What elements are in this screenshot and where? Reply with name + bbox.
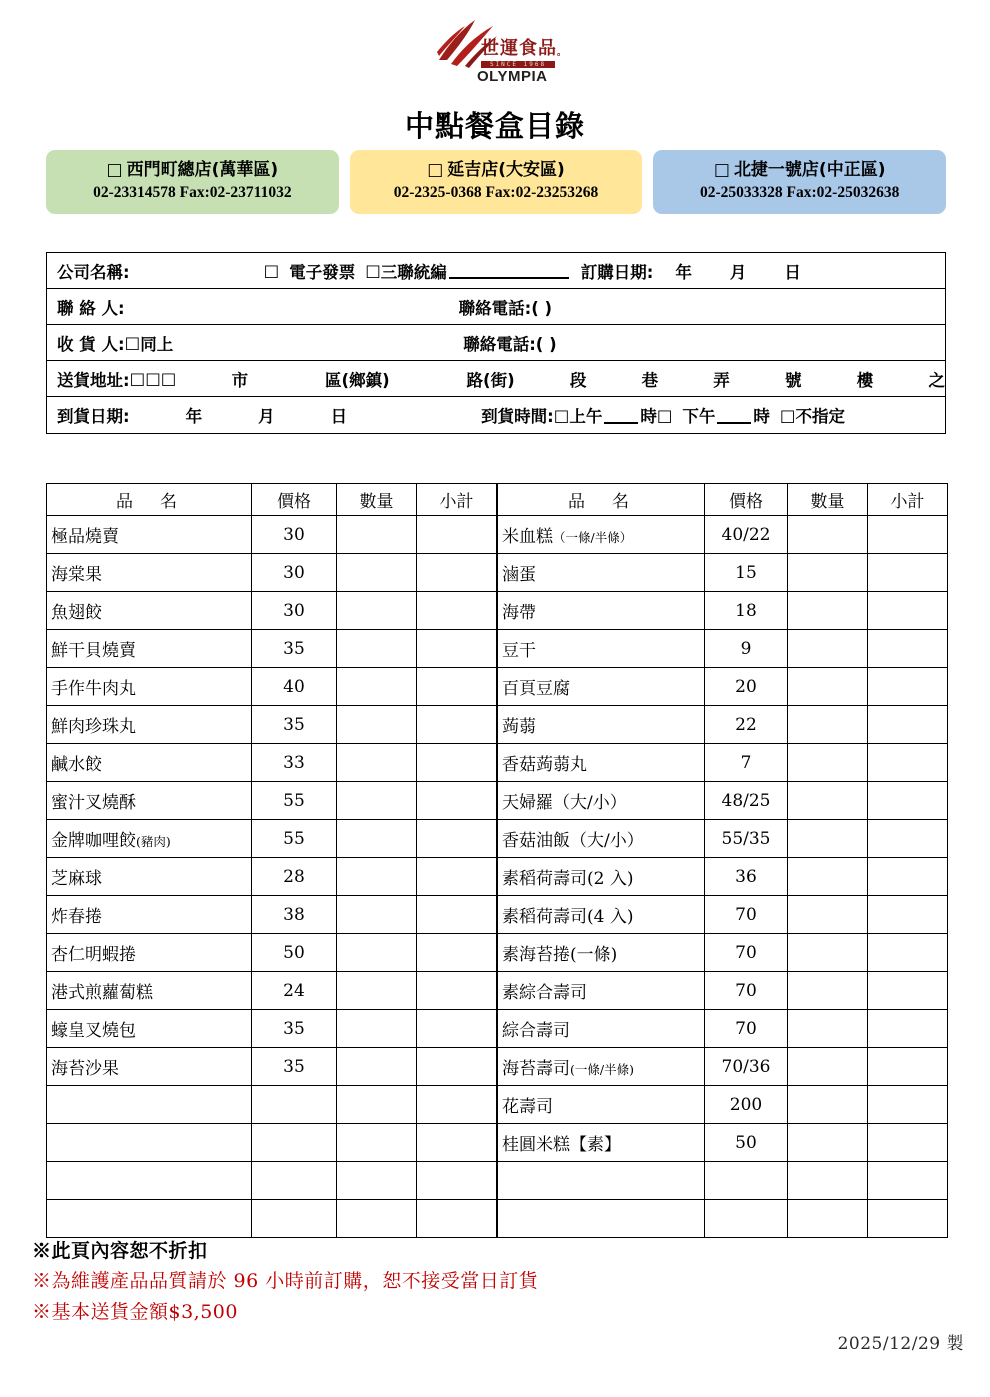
am-hour-unit: 時 — [640, 407, 657, 426]
cell-quantity-input[interactable] — [337, 516, 417, 554]
cell-subtotal-input[interactable] — [868, 554, 948, 592]
table-row — [47, 1010, 497, 1048]
cell-price: 22 — [705, 706, 788, 744]
unspecified-label: 不指定 — [795, 407, 845, 426]
order-date-day[interactable]: 日 — [784, 262, 801, 282]
cell-subtotal-input[interactable] — [417, 896, 497, 934]
contact-phone-label[interactable]: 聯絡電話:( ) — [458, 298, 553, 318]
address-section[interactable]: 段 — [569, 370, 587, 390]
cell-item-name: 鮮肉珍珠丸 — [47, 706, 252, 744]
table-header-row — [498, 484, 948, 516]
cell-item-name: 海棠果 — [47, 554, 252, 592]
product-table-right — [497, 483, 948, 1238]
table-header-row — [47, 484, 497, 516]
cell-quantity-input[interactable] — [337, 1086, 417, 1124]
cell-price: 30 — [252, 592, 337, 630]
table-row — [498, 630, 948, 668]
cell-subtotal-input[interactable] — [868, 972, 948, 1010]
cell-quantity-input[interactable] — [337, 858, 417, 896]
table-row — [498, 1124, 948, 1162]
cell-subtotal-input[interactable] — [868, 630, 948, 668]
cell-item-name: 芝麻球 — [47, 858, 252, 896]
cell-quantity-input[interactable] — [788, 1200, 868, 1238]
cell-item-name: 鮮干貝燒賣 — [47, 630, 252, 668]
delivery-address-label: 送貨地址: — [57, 370, 130, 390]
address-city[interactable]: 市 — [231, 370, 249, 390]
cell-subtotal-input[interactable] — [868, 1200, 948, 1238]
address-district[interactable]: 區(鄉鎮) — [325, 370, 390, 390]
cell-item-name: 海帶 — [498, 592, 705, 630]
cell-item-name: 炸春捲 — [47, 896, 252, 934]
cell-subtotal-input[interactable] — [868, 1162, 948, 1200]
cell-quantity-input[interactable] — [788, 820, 868, 858]
cell-item-name: 素稻荷壽司(4 入) — [498, 896, 705, 934]
logo-chinese-name: 世運食品。 — [481, 38, 568, 59]
cell-item-name: 綜合壽司 — [498, 1010, 705, 1048]
cell-price: 35 — [252, 1010, 337, 1048]
table-row — [498, 1162, 948, 1200]
receiver-same-checkbox[interactable]: □ — [124, 333, 141, 352]
table-row — [498, 858, 948, 896]
header-subtotal: 小計 — [417, 484, 497, 516]
receiver-same-label: 同上 — [140, 334, 174, 354]
order-date-month[interactable]: 月 — [729, 262, 747, 282]
table-row — [47, 782, 497, 820]
cell-price: 55 — [252, 820, 337, 858]
cell-quantity-input[interactable] — [788, 1010, 868, 1048]
cell-subtotal-input[interactable] — [868, 1124, 948, 1162]
cell-price — [252, 1200, 337, 1238]
cell-item-name-sub: (豬肉) — [136, 834, 171, 849]
product-table-left — [46, 483, 497, 1238]
cell-price: 70 — [705, 1010, 788, 1048]
header-item-name: 品 名 — [498, 484, 705, 516]
logo-since-text: SINCE 1968 — [481, 61, 555, 68]
header-qty: 數量 — [788, 484, 868, 516]
cell-price — [705, 1200, 788, 1238]
cell-price: 40 — [252, 668, 337, 706]
cell-item-name: 手作牛肉丸 — [47, 668, 252, 706]
cell-price: 18 — [705, 592, 788, 630]
am-hour-field[interactable] — [604, 407, 638, 424]
address-number[interactable]: 號 — [785, 370, 802, 390]
cell-quantity-input[interactable] — [337, 1162, 417, 1200]
cell-price — [252, 1086, 337, 1124]
cell-item-name — [498, 1162, 705, 1200]
cell-quantity-input[interactable] — [337, 592, 417, 630]
cell-item-name: 花壽司 — [498, 1086, 705, 1124]
cell-quantity-input[interactable] — [788, 1048, 868, 1086]
order-date-year[interactable]: 年 — [675, 262, 692, 282]
cell-price: 35 — [252, 630, 337, 668]
cell-quantity-input[interactable] — [337, 554, 417, 592]
cell-item-name: 滷蛋 — [498, 554, 705, 592]
cell-price: 36 — [705, 858, 788, 896]
contact-person-label: 聯 絡 人: — [57, 298, 125, 318]
cell-item-name: 桂圓米糕【素】 — [498, 1124, 705, 1162]
cell-subtotal-input[interactable] — [868, 896, 948, 934]
cell-price: 55/35 — [705, 820, 788, 858]
table-row — [498, 706, 948, 744]
cell-item-name: 天婦羅（大/小） — [498, 782, 705, 820]
header-price: 價格 — [252, 484, 337, 516]
order-date-label: 訂購日期: — [580, 262, 654, 282]
einvoice-label: 電子發票 — [289, 262, 356, 282]
cell-price: 28 — [252, 858, 337, 896]
table-row — [498, 668, 948, 706]
store-checkbox-icon[interactable]: □ — [106, 160, 123, 181]
store-option-ximending[interactable] — [46, 150, 339, 214]
header-qty: 數量 — [337, 484, 417, 516]
cell-subtotal-input[interactable] — [417, 858, 497, 896]
table-row — [47, 1086, 497, 1124]
einvoice-checkbox[interactable]: □ — [263, 261, 280, 280]
cell-subtotal-input[interactable] — [868, 934, 948, 972]
cell-price: 38 — [252, 896, 337, 934]
logo-box — [433, 14, 568, 88]
cell-quantity-input[interactable] — [788, 668, 868, 706]
cell-price: 7 — [705, 744, 788, 782]
cell-item-name: 海苔沙果 — [47, 1048, 252, 1086]
cell-subtotal-input[interactable] — [868, 782, 948, 820]
cell-quantity-input[interactable] — [788, 592, 868, 630]
cell-item-name: 蠔皇叉燒包 — [47, 1010, 252, 1048]
cell-price: 33 — [252, 744, 337, 782]
table-row — [498, 1048, 948, 1086]
cell-subtotal-input[interactable] — [868, 706, 948, 744]
cell-subtotal-input[interactable] — [417, 706, 497, 744]
cell-item-name: 鹹水餃 — [47, 744, 252, 782]
company-name-label: 公司名稱: — [57, 262, 130, 282]
table-row — [47, 706, 497, 744]
triplicate-number-field[interactable] — [449, 262, 569, 279]
cell-price: 55 — [252, 782, 337, 820]
address-road[interactable]: 路(街) — [466, 370, 515, 390]
cell-item-name: 米血糕（一條/半條） — [498, 516, 705, 554]
table-row — [498, 1200, 948, 1238]
store-checkbox-icon[interactable]: □ — [713, 160, 730, 181]
cell-item-name-sub: (一條/半條) — [570, 1062, 634, 1077]
cell-item-name — [47, 1086, 252, 1124]
form-row-contact — [47, 289, 945, 325]
cell-item-name: 百頁豆腐 — [498, 668, 705, 706]
cell-price: 15 — [705, 554, 788, 592]
unspecified-checkbox[interactable]: □ — [779, 405, 796, 425]
store-contact-beijie: 02-25033328 Fax:02-25032638 — [700, 183, 900, 201]
cell-price — [252, 1124, 337, 1162]
cell-quantity-input[interactable] — [788, 1086, 868, 1124]
page-title: 中點餐盒目錄 — [404, 109, 585, 143]
cell-subtotal-input[interactable] — [868, 820, 948, 858]
receiver-phone-label[interactable]: 聯絡電話:( ) — [463, 334, 557, 354]
header-subtotal: 小計 — [868, 484, 948, 516]
cell-quantity-input[interactable] — [337, 1048, 417, 1086]
cell-subtotal-input[interactable] — [417, 516, 497, 554]
cell-quantity-input[interactable] — [788, 706, 868, 744]
store-name-yanji: □ 延吉店(大安區) — [427, 160, 565, 181]
cell-quantity-input[interactable] — [788, 1162, 868, 1200]
cell-quantity-input[interactable] — [788, 934, 868, 972]
pm-label: 下午 — [682, 407, 716, 426]
cell-item-name: 港式煎蘿蔔糕 — [47, 972, 252, 1010]
cell-price: 70 — [705, 972, 788, 1010]
table-row — [498, 1010, 948, 1048]
cell-subtotal-input[interactable] — [417, 554, 497, 592]
cell-price: 48/25 — [705, 782, 788, 820]
cell-quantity-input[interactable] — [337, 934, 417, 972]
cell-item-name: 蒟蒻 — [498, 706, 705, 744]
cell-subtotal-input[interactable] — [417, 1086, 497, 1124]
table-row — [47, 934, 497, 972]
cell-quantity-input[interactable] — [788, 516, 868, 554]
cell-item-name: 金牌咖哩餃(豬肉) — [47, 820, 252, 858]
cell-price: 40/22 — [705, 516, 788, 554]
cell-price: 70 — [705, 934, 788, 972]
table-row — [498, 972, 948, 1010]
table-row — [47, 744, 497, 782]
cell-subtotal-input[interactable] — [868, 516, 948, 554]
cell-item-name — [47, 1124, 252, 1162]
cell-price: 20 — [705, 668, 788, 706]
address-lane[interactable]: 巷 — [641, 370, 659, 390]
table-row — [47, 820, 497, 858]
cell-quantity-input[interactable] — [788, 858, 868, 896]
cell-item-name — [498, 1200, 705, 1238]
cell-item-name: 極品燒賣 — [47, 516, 252, 554]
table-row — [498, 896, 948, 934]
table-row — [47, 858, 497, 896]
table-row — [498, 516, 948, 554]
cell-price: 35 — [252, 706, 337, 744]
form-row-address — [47, 361, 945, 397]
header-item-name: 品 名 — [47, 484, 252, 516]
cell-subtotal-input[interactable] — [417, 630, 497, 668]
cell-price: 35 — [252, 1048, 337, 1086]
table-row — [47, 668, 497, 706]
cell-price — [705, 1162, 788, 1200]
cell-subtotal-input[interactable] — [417, 1048, 497, 1086]
note-advance-order: ※為維護產品品質請於 96 小時前訂購，恕不接受當日訂貨 — [32, 1270, 539, 1293]
arrival-year[interactable]: 年 — [185, 407, 203, 426]
arrival-day[interactable]: 日 — [330, 407, 348, 426]
cell-subtotal-input[interactable] — [868, 592, 948, 630]
cell-price — [252, 1162, 337, 1200]
table-row — [498, 744, 948, 782]
store-name-ximending: □ 西門町總店(萬華區) — [106, 160, 279, 181]
cell-subtotal-input[interactable] — [868, 1010, 948, 1048]
cell-subtotal-input[interactable] — [868, 1048, 948, 1086]
cell-item-name — [47, 1162, 252, 1200]
cell-subtotal-input[interactable] — [417, 744, 497, 782]
cell-quantity-input[interactable] — [788, 1124, 868, 1162]
store-contact-ximending: 02-23314578 Fax:02-23711032 — [93, 183, 292, 201]
pm-hour-field[interactable] — [717, 407, 751, 424]
print-date-stamp: 2025/12/29 製 — [837, 1334, 964, 1354]
cell-price: 50 — [705, 1124, 788, 1162]
cell-quantity-input[interactable] — [337, 782, 417, 820]
cell-quantity-input[interactable] — [337, 1200, 417, 1238]
cell-quantity-input[interactable] — [337, 668, 417, 706]
cell-item-name: 素稻荷壽司(2 入) — [498, 858, 705, 896]
table-row — [498, 782, 948, 820]
table-row — [47, 592, 497, 630]
pm-hour-unit: 時 — [753, 407, 770, 426]
cell-quantity-input[interactable] — [788, 782, 868, 820]
cell-subtotal-input[interactable] — [417, 972, 497, 1010]
cell-subtotal-input[interactable] — [868, 858, 948, 896]
cell-subtotal-input[interactable] — [868, 744, 948, 782]
form-row-arrival — [47, 397, 945, 433]
am-label: 上午 — [569, 407, 603, 426]
cell-subtotal-input[interactable] — [868, 1086, 948, 1124]
cell-price: 70/36 — [705, 1048, 788, 1086]
cell-quantity-input[interactable] — [337, 820, 417, 858]
cell-quantity-input[interactable] — [788, 972, 868, 1010]
header-price: 價格 — [705, 484, 788, 516]
store-name-beijie: □ 北捷一號店(中正區) — [713, 160, 886, 181]
table-row — [47, 516, 497, 554]
cell-item-name: 香菇蒟蒻丸 — [498, 744, 705, 782]
cell-quantity-input[interactable] — [337, 1010, 417, 1048]
arrival-month[interactable]: 月 — [258, 407, 275, 426]
logo-english-name: OLYMPIA — [477, 68, 548, 85]
table-row — [498, 1086, 948, 1124]
footer-notes — [32, 1236, 732, 1327]
cell-item-name: 香菇油飯（大/小） — [498, 820, 705, 858]
cell-subtotal-input[interactable] — [417, 1010, 497, 1048]
store-checkbox-icon[interactable]: □ — [427, 160, 444, 181]
cell-subtotal-input[interactable] — [417, 1200, 497, 1238]
cell-item-name: 豆干 — [498, 630, 705, 668]
cell-quantity-input[interactable] — [337, 896, 417, 934]
table-row — [47, 630, 497, 668]
cell-subtotal-input[interactable] — [417, 820, 497, 858]
store-option-beijie[interactable] — [653, 150, 946, 214]
cell-quantity-input[interactable] — [337, 630, 417, 668]
note-minimum-order: ※基本送貨金額$3,500 — [32, 1300, 238, 1323]
cell-item-name-sub: （一條/半條） — [553, 530, 633, 545]
table-row — [47, 972, 497, 1010]
triplicate-checkbox[interactable]: □ — [365, 261, 381, 280]
cell-price: 70 — [705, 896, 788, 934]
customer-info-form — [46, 252, 946, 434]
address-alley[interactable]: 弄 — [713, 370, 730, 390]
cell-price: 30 — [252, 554, 337, 592]
arrival-date-label: 到貨日期: — [57, 407, 130, 426]
pm-checkbox[interactable]: □ — [656, 405, 673, 425]
cell-subtotal-input[interactable] — [417, 1162, 497, 1200]
table-row — [498, 820, 948, 858]
cell-item-name: 素綜合壽司 — [498, 972, 705, 1010]
arrival-time-label: 到貨時間: — [481, 407, 554, 426]
cell-price: 9 — [705, 630, 788, 668]
table-row — [47, 1048, 497, 1086]
company-logo — [0, 14, 990, 92]
cell-quantity-input[interactable] — [337, 744, 417, 782]
product-tables — [46, 483, 946, 1238]
receiver-label: 收 貨 人: — [57, 334, 125, 354]
cell-item-name: 魚翅餃 — [47, 592, 252, 630]
form-row-receiver — [47, 325, 945, 361]
cell-item-name: 素海苔捲(一條) — [498, 934, 705, 972]
form-row-company — [47, 253, 945, 289]
store-selection-row — [46, 150, 946, 214]
table-row — [498, 592, 948, 630]
cell-subtotal-input[interactable] — [868, 668, 948, 706]
cell-quantity-input[interactable] — [788, 896, 868, 934]
cell-subtotal-input[interactable] — [417, 668, 497, 706]
cell-subtotal-input[interactable] — [417, 592, 497, 630]
note-no-discount: ※此頁內容恕不折扣 — [32, 1240, 208, 1262]
cell-subtotal-input[interactable] — [417, 782, 497, 820]
cell-price: 200 — [705, 1086, 788, 1124]
store-option-yanji[interactable] — [350, 150, 643, 214]
cell-quantity-input[interactable] — [788, 554, 868, 592]
store-contact-yanji: 02-2325-0368 Fax:02-23253268 — [393, 183, 599, 201]
cell-item-name: 海苔壽司(一條/半條) — [498, 1048, 705, 1086]
address-floor[interactable]: 樓 — [856, 370, 874, 390]
address-of[interactable]: 之 — [928, 370, 945, 390]
cell-subtotal-input[interactable] — [417, 1124, 497, 1162]
cell-price: 50 — [252, 934, 337, 972]
triplicate-label: 三聯統編 — [380, 262, 447, 282]
cell-quantity-input[interactable] — [337, 706, 417, 744]
cell-subtotal-input[interactable] — [417, 934, 497, 972]
cell-quantity-input[interactable] — [788, 630, 868, 668]
table-row — [47, 1162, 497, 1200]
table-row — [47, 1200, 497, 1238]
table-row — [47, 896, 497, 934]
cell-item-name: 蜜汁叉燒酥 — [47, 782, 252, 820]
cell-item-name: 杏仁明蝦捲 — [47, 934, 252, 972]
postal-code-boxes[interactable]: □□□ — [129, 369, 177, 388]
cell-quantity-input[interactable] — [337, 1124, 417, 1162]
table-row — [47, 554, 497, 592]
cell-item-name — [47, 1200, 252, 1238]
table-row — [498, 934, 948, 972]
table-row — [47, 1124, 497, 1162]
cell-price: 30 — [252, 516, 337, 554]
cell-quantity-input[interactable] — [788, 744, 868, 782]
table-row — [498, 554, 948, 592]
cell-quantity-input[interactable] — [337, 972, 417, 1010]
am-checkbox[interactable]: □ — [553, 405, 570, 425]
cell-price: 24 — [252, 972, 337, 1010]
